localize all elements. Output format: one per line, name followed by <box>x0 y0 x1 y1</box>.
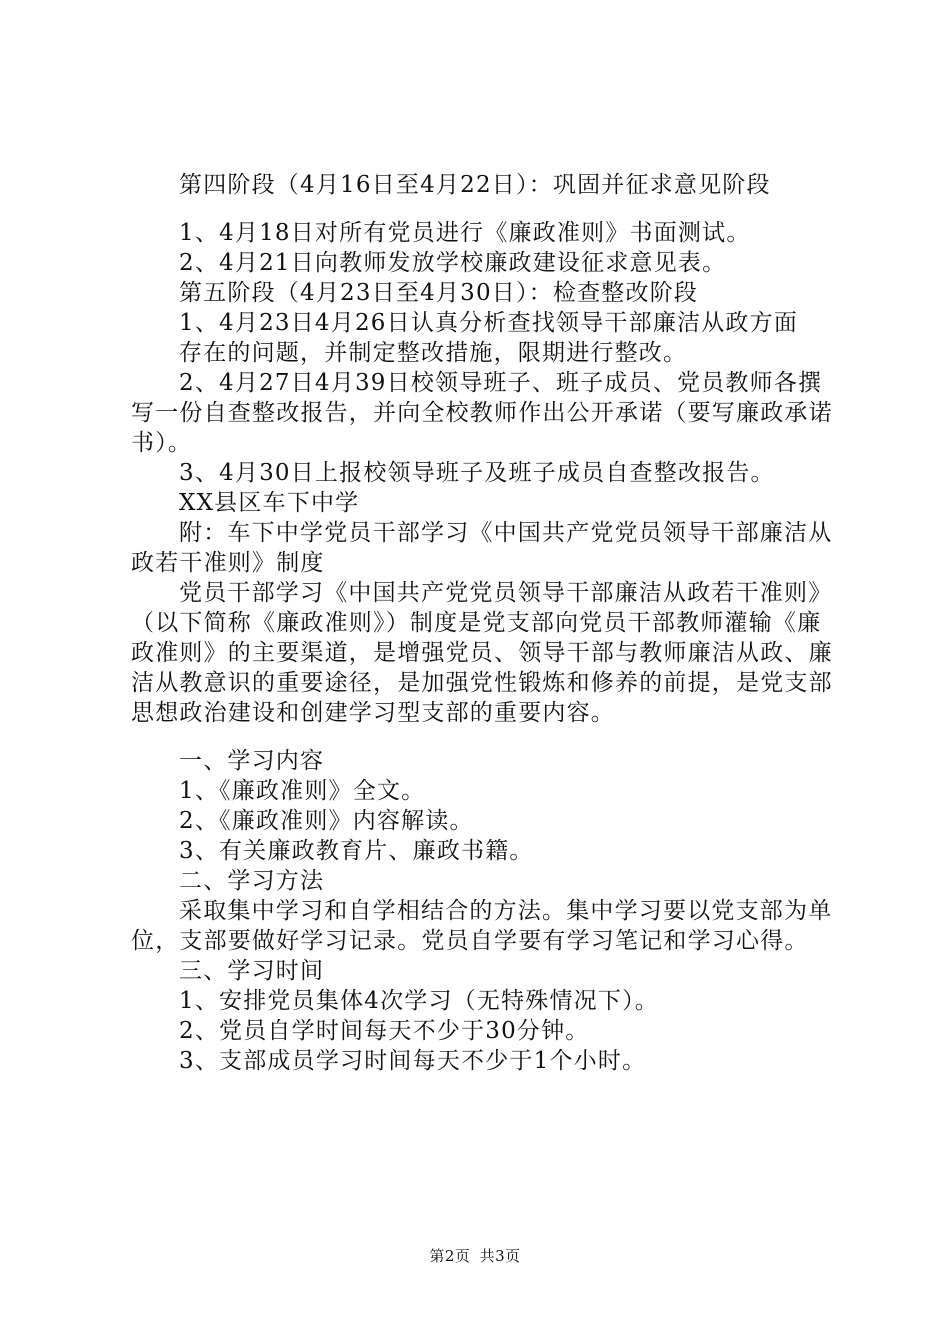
appendix-title: 附：车下中学党员干部学习《中国共产党党员领导干部廉洁从政若干准则》制度 <box>131 520 833 576</box>
list-item: 2、4月21日向教师发放学校廉政建设征求意见表。 <box>179 250 727 276</box>
list-item: 2、《廉政准则》内容解读。 <box>179 808 474 834</box>
list-item: 3、有关廉政教育片、廉政书籍。 <box>179 838 534 864</box>
list-item: 3、4月30日上报校领导班子及班子成员自查整改报告。 <box>179 460 775 486</box>
page-number: 第2页 <box>429 1247 471 1265</box>
stage-four-heading: 第四阶段（4月16日至4月22日）：巩固并征求意见阶段 <box>179 172 771 198</box>
list-item: 1、《廉政准则》全文。 <box>179 778 426 804</box>
paragraph: 采取集中学习和自学相结合的方法。集中学习要以党支部为单位，支部要做好学习记录。党员自学要有学习笔记和学习心得。 <box>131 898 833 954</box>
paragraph: 党员干部学习《中国共产党党员领导干部廉洁从政若干准则》（以下简称《廉政准则》）制度是党支部向党员干部教师灌输《廉政准则》的主要渠道，是增强党员、领导干部与教师廉洁从政、廉洁从教意识的重要途径，是加强党性锻炼和修养的前提，是党支部思想政治建设和创建学习型支部的重要内容。 <box>131 580 833 726</box>
document-body <box>131 170 843 1076</box>
stage-five-heading: 第五阶段（4月23日至4月30日）：检查整改阶段 <box>179 280 699 306</box>
list-item: 1、安排党员集体4次学习（无特殊情况下）。 <box>179 988 659 1014</box>
school-signature: XX县区车下中学 <box>179 490 360 516</box>
paragraph: 存在的问题，并制定整改措施，限期进行整改。 <box>179 340 688 366</box>
list-item: 1、4月18日对所有党员进行《廉政准则》书面测试。 <box>179 220 751 246</box>
page-total: 共3页 <box>479 1247 521 1265</box>
list-item: 3、支部成员学习时间每天不少于1个小时。 <box>179 1048 647 1074</box>
section-heading-method: 二、学习方法 <box>179 868 325 894</box>
list-item: 2、4月27日4月39日校领导班子、班子成员、党员教师各撰写一份自查整改报告，并向全校教师作出公开承诺（要写廉政承诺书）。 <box>131 370 833 456</box>
list-item: 2、党员自学时间每天不少于30分钟。 <box>179 1018 590 1044</box>
section-heading-time: 三、学习时间 <box>179 958 325 984</box>
list-item: 1、4月23日4月26日认真分析查找领导干部廉洁从政方面 <box>179 310 799 336</box>
page-footer <box>0 1245 950 1266</box>
section-heading-content: 一、学习内容 <box>179 748 325 774</box>
